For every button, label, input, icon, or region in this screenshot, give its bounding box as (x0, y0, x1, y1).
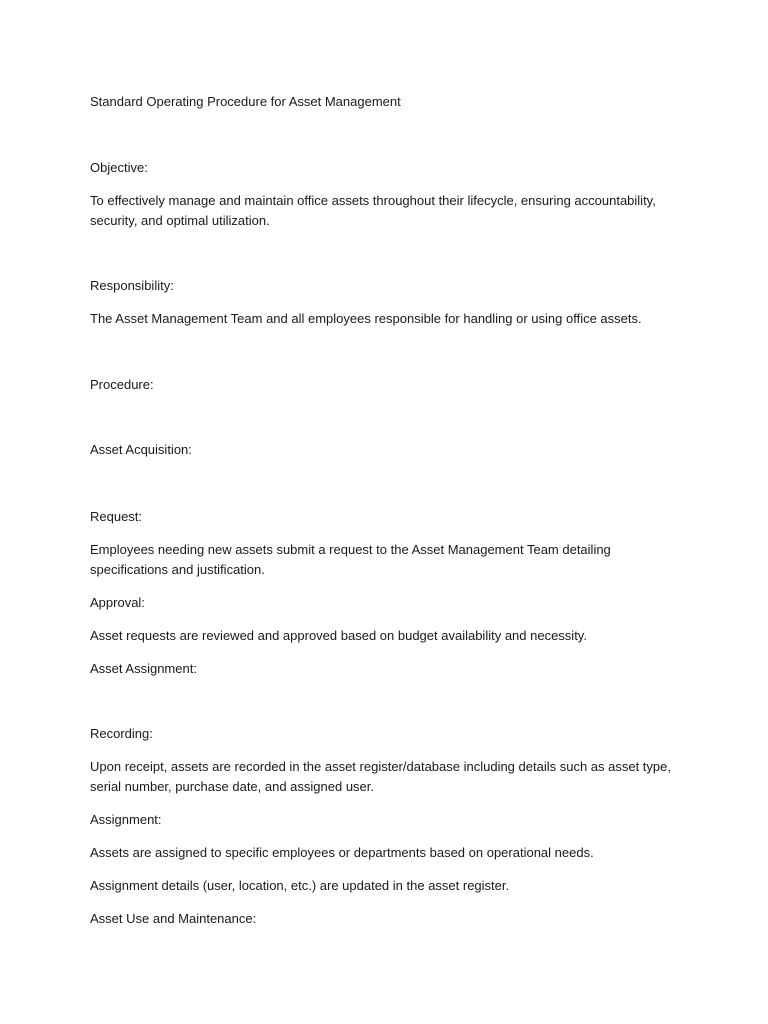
recording-heading: Recording: (90, 726, 153, 741)
responsibility-heading: Responsibility: (90, 278, 174, 293)
assignment-heading: Assignment: (90, 812, 162, 827)
use-maintenance-heading: Asset Use and Maintenance: (90, 911, 257, 926)
request-text: Employees needing new assets submit a request to the Asset Management Team detailing specifications and justification. (90, 542, 611, 577)
acquisition-heading: Asset Acquisition: (90, 442, 192, 457)
request-heading: Request: (90, 509, 143, 524)
objective-text: To effectively manage and maintain office assets throughout their lifecycle, ensuring accountability, security, and optimal utilization. (90, 193, 656, 228)
assignment-text-2: Assignment details (user, location, etc.) are updated in the asset register. (90, 878, 510, 893)
responsibility-text: The Asset Management Team and all employees responsible for handling or using office assets. (90, 311, 642, 326)
procedure-heading: Procedure: (90, 377, 154, 392)
objective-heading: Objective: (90, 160, 148, 175)
assignment-text-1: Assets are assigned to specific employees or departments based on operational needs. (90, 845, 594, 860)
asset-assignment-heading: Asset Assignment: (90, 661, 197, 676)
approval-heading: Approval: (90, 595, 145, 610)
recording-text: Upon receipt, assets are recorded in the asset register/database including details such as asset type, serial number, purchase date, and assigned user. (90, 759, 671, 794)
approval-text: Asset requests are reviewed and approved based on budget availability and necessity. (90, 628, 587, 643)
document-title: Standard Operating Procedure for Asset Management (90, 94, 401, 109)
